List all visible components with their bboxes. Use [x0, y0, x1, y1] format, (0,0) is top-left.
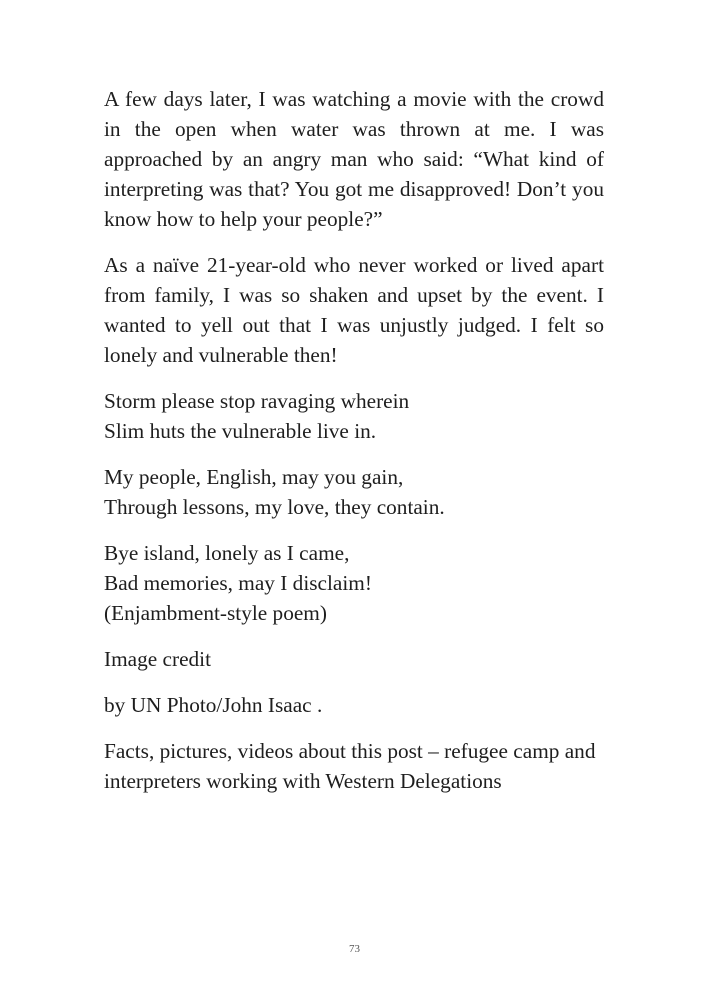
poem-line: Bad memories, may I disclaim! [104, 571, 372, 595]
paragraph-naive-reflection: As a naïve 21-year-old who never worked or lived apart from family, I was so shaken and upset by the event. I wanted to yell out that I was unjustly judged. I felt so lonely and vulnerable then! [104, 253, 604, 367]
poem-stanza-3 [104, 538, 604, 628]
poem-stanza-2 [104, 462, 604, 522]
paragraph-movie-incident: A few days later, I was watching a movie with the crowd in the open when water was thrown at me. I was approached by an angry man who said: “What kind of interpreting was that? You got me disapproved! Don’t you know how to help your people?” [104, 87, 604, 231]
poem-line: My people, English, may you gain, [104, 465, 404, 489]
page-number: 73 [349, 943, 360, 955]
poem-form-note: (Enjambment-style poem) [104, 601, 327, 625]
image-credit-label: Image credit [104, 647, 212, 671]
poem-line: Slim huts the vulnerable live in. [104, 419, 377, 443]
poem-line: Through lessons, my love, they contain. [104, 495, 445, 519]
poem-stanza-1 [104, 386, 604, 446]
page-body [104, 84, 604, 812]
poem-line: Storm please stop ravaging wherein [104, 389, 410, 413]
related-links-note: Facts, pictures, videos about this post – refugee camp and interpreters working with Western Delegations [104, 739, 596, 793]
image-credit-byline: by UN Photo/John Isaac . [104, 693, 323, 717]
poem-line: Bye island, lonely as I came, [104, 541, 350, 565]
